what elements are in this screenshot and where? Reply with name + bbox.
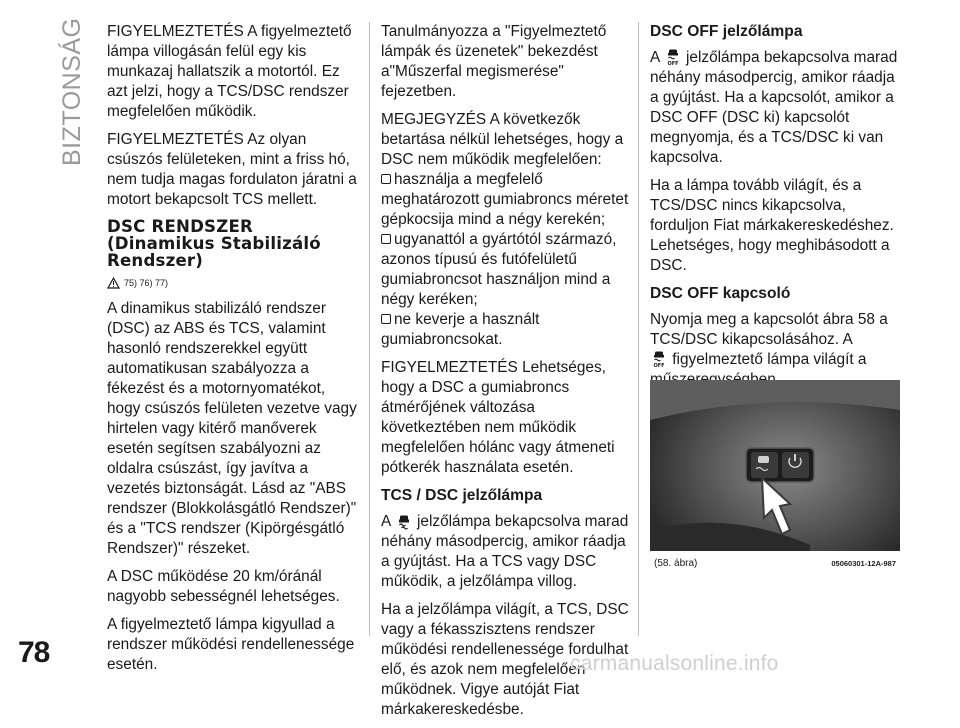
warning-triangle-icon — [107, 277, 120, 289]
paragraph: MEGJEGYZÉS A következők betartása nélkül lehetséges, hogy a DSC nem működik megfelelően: — [381, 111, 624, 168]
reference-numbers: 75) 76) 77) — [124, 278, 169, 288]
paragraph: Ha a lámpa tovább világít, és a TCS/DSC nincs kikapcsolva, forduljon Fiat márkakereskedéshez. Lehetséges, hogy meghibásodott a DSC. — [650, 177, 894, 274]
checkbox-square-icon — [381, 234, 391, 244]
svg-text:OFF: OFF — [667, 61, 679, 67]
figure-code: 05060301-12A-987 — [831, 558, 896, 568]
dsc-off-icon — [652, 351, 666, 368]
watermark: carmanualsonline.info — [570, 652, 779, 675]
tcs-dsc-lamp-heading: TCS / DSC jelzőlámpa — [381, 487, 543, 504]
paragraph: A OFF jelzőlámpa bekapcsolva marad néhány másodpercig, amikor ráadja a gyújtást. Ha a kapcsolót, amikor a DSC OFF (DSC ki) kapcsolót megnyomja, és a TCS/DSC ki van kapcsolva. — [650, 49, 898, 166]
paragraph: A jelzőlámpa bekapcsolva marad néhány másodpercig, amikor ráadja a gyújtást. Ha a TCS vagy DSC működik, a jelzőlámpa villog. — [381, 513, 629, 590]
section-title — [8, 17, 88, 180]
list-item: ne keverje a használt gumiabroncsokat. — [381, 311, 540, 348]
paragraph: A dinamikus stabilizáló rendszer (DSC) az ABS és TCS, valamint hasonló rendszerekkel együtt automatikusan szabályozza a fékezést és a motornyomatékot, hogy csúszós felületen vezetve vagy hirtelen vagy kitérő manőverek esetén segítsen szabályozni az oldalra csúszást, így javítva a vezetés biztonságát. Lásd az "ABS rendszer (Blokkolásgátló Rendszer)" és a "TCS rendszer (Kipörgésgátló Rendszer)" részeket. — [107, 300, 357, 557]
figure-caption: (58. ábra) — [654, 557, 698, 569]
section-title-text: BIZTONSÁG — [58, 17, 86, 166]
column-divider — [369, 22, 370, 636]
svg-text:OFF: OFF — [653, 363, 665, 369]
dsc-off-switch-photo — [650, 380, 900, 575]
dsc-off-lamp-heading: DSC OFF jelzőlámpa — [650, 23, 803, 40]
page-number: 78 — [18, 636, 50, 669]
paragraph: Nyomja meg a kapcsolót ábra 58 a TCS/DSC kikapcsolásához. A OFF figyelmeztető lámpa világít a — [650, 311, 888, 369]
column-1 — [107, 22, 357, 683]
car-skid-icon — [397, 514, 411, 530]
figure-caption-bar — [650, 551, 900, 575]
paragraph: FIGYELMEZTETÉS Az olyan csúszós felületeken, mint a friss hó, nem tudja magas fordulaton járatni a motort bekapcsolt TCS mellett. — [107, 131, 357, 208]
paragraph: Ha a jelzőlámpa világít, a TCS, DSC vagy a fékasszisztens rendszer működési rendellenessége fordulhat elő, és azok nem megfelelően működnek. Vigye autóját Fiat márkakereskedésbe. — [381, 601, 629, 718]
column-2 — [381, 22, 631, 728]
list-item: használja a megfelelő meghatározott gumiabroncs méretet gépkocsija mind a négy kerekén; — [381, 171, 629, 228]
checkbox-square-icon — [381, 314, 391, 324]
column-divider — [638, 22, 639, 636]
dsc-heading: DSC RENDSZER (Dinamikus Stabilizáló Rendszer) — [107, 217, 321, 270]
paragraph: FIGYELMEZTETÉS Lehetséges, hogy a DSC a gumiabroncs átmérőjének változása következtében nem működik megfelelően hólánc vagy átmeneti pótkerék használata esetén. — [381, 359, 615, 476]
checkbox-square-icon — [381, 174, 391, 184]
paragraph: FIGYELMEZTETÉS A figyelmeztető lámpa villogásán felül egy kis munkazaj hallatszik a motortól. Ez azt jelzi, hogy a TCS/DSC rendszer megfelelően működik. — [107, 23, 352, 120]
dsc-off-icon — [666, 49, 680, 66]
paragraph: A DSC működése 20 km/óránál nagyobb sebességnél lehetséges. — [107, 568, 340, 605]
paragraph: A figyelmeztető lámpa kigyullad a rendszer működési rendellenessége esetén. — [107, 616, 355, 673]
paragraph: Tanulmányozza a "Figyelmeztető lámpák és üzenetek" bekezdést a"Műszerfal megismerése" fejezetben. — [381, 23, 607, 100]
warning-references — [107, 273, 357, 293]
dsc-off-switch-heading: DSC OFF kapcsoló — [650, 285, 791, 302]
list-item: ugyanattól a gyártótól származó, azonos típusú és futófelületű gumiabroncsot használjon mind a négy keréken; — [381, 231, 617, 308]
